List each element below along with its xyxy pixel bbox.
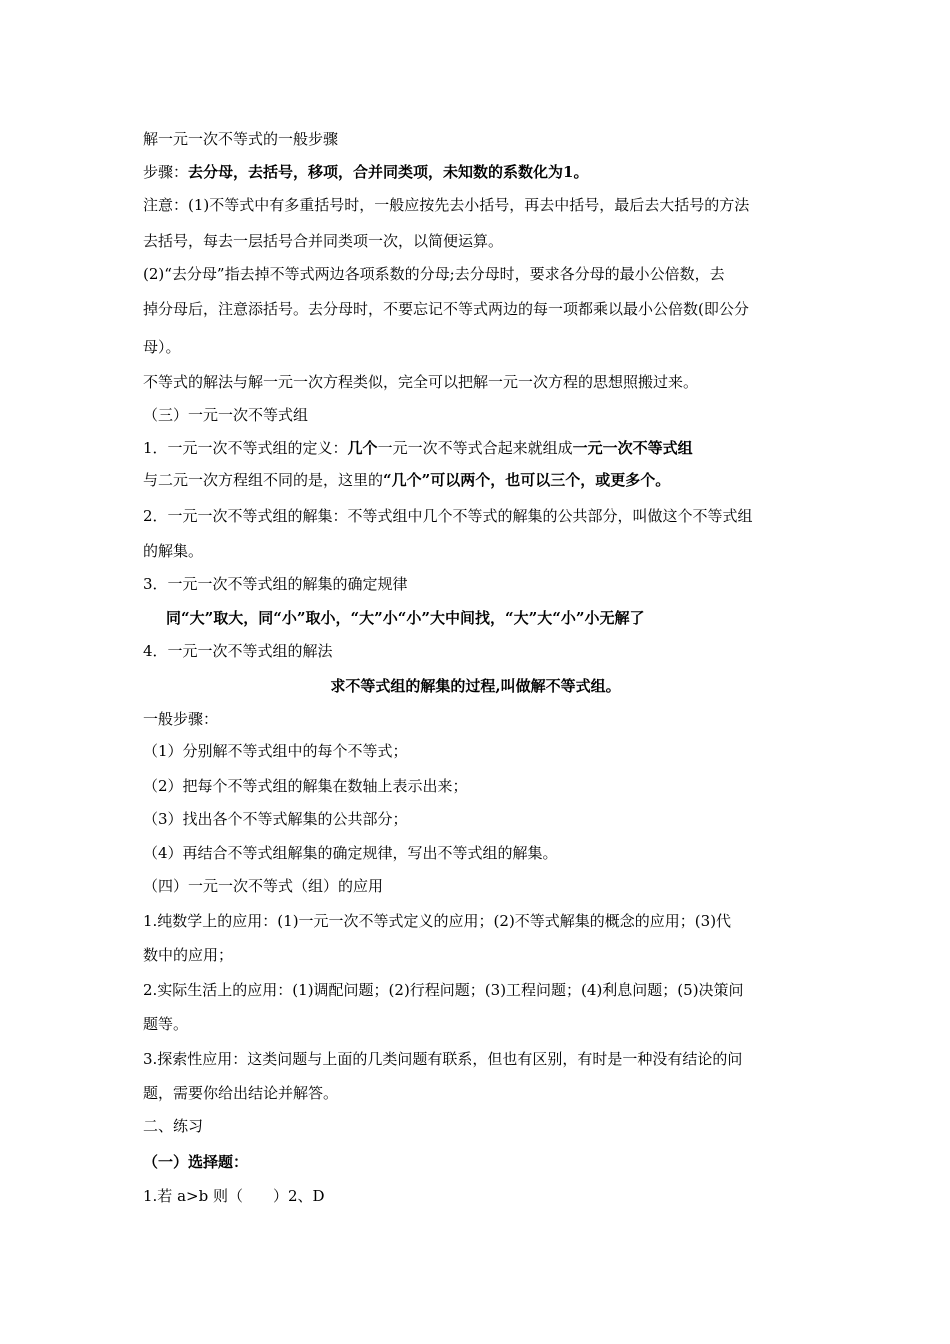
definition-prefix: 1．一元一次不等式组的定义： — [143, 439, 348, 457]
definition-bold-term: 一元一次不等式组 — [572, 439, 693, 457]
difference-prefix: 与二元一次方程组不同的是，这里的 — [143, 471, 384, 489]
note2-line1: (2)“去分母”指去掉不等式两边各项系数的分母;去分母时，要求各分母的最小公倍数，去 — [143, 265, 725, 283]
definition-bold-several: 几个 — [347, 439, 378, 457]
note1-line2: 去括号，每去一层括号合并同类项一次，以简便运算。 — [143, 232, 504, 250]
section3-heading: （三）一元一次不等式组 — [143, 406, 309, 424]
note2-line3: 母）。 — [143, 338, 181, 356]
general-steps-label: 一般步骤： — [143, 710, 219, 728]
section4-heading: （四）一元一次不等式（组）的应用 — [143, 877, 384, 895]
method-heading: 4．一元一次不等式组的解法 — [143, 642, 333, 660]
step-1: （1）分别解不等式组中的每个不等式； — [143, 742, 408, 760]
rule-text: 同“大”取大，同“小”取小，“大”小“小”大中间找，“大”大“小”小无解了 — [166, 609, 645, 627]
question-1: 1.若 a>b 则（ ）2、D — [143, 1187, 325, 1205]
practice-heading: 二、练习 — [143, 1117, 204, 1135]
steps-label: 步骤： — [143, 163, 189, 181]
difference-line — [143, 470, 823, 490]
note1-line1: 注意：(1)不等式中有多重括号时，一般应按先去小括号，再去中括号，最后去大括号的方法 — [143, 196, 750, 214]
application2-line2: 题等。 — [143, 1015, 189, 1033]
step-2: （2）把每个不等式组的解集在数轴上表示出来； — [143, 777, 468, 795]
application2-line1: 2.实际生活上的应用：(1)调配问题；(2)行程问题；(3)工程问题；(4)利息问题；(5)决策问 — [143, 981, 744, 999]
choice-heading: （一）选择题： — [143, 1153, 249, 1171]
note2-line2: 掉分母后，注意添括号。去分母时，不要忘记不等式两边的每一项都乘以最小公倍数(即公分 — [143, 300, 749, 318]
application3-line1: 3.探索性应用：这类问题与上面的几类问题有联系，但也有区别，有时是一种没有结论的问 — [143, 1050, 743, 1068]
definition-middle: 一元一次不等式合起来就组成 — [377, 439, 573, 457]
definition-line — [143, 438, 823, 458]
application3-line2: 题，需要你给出结论并解答。 — [143, 1084, 339, 1102]
application1-line1: 1.纯数学上的应用：(1)一元一次不等式定义的应用；(2)不等式解集的概念的应用；(3)代 — [143, 912, 732, 930]
method-definition: 求不等式组的解集的过程,叫做解不等式组。 — [330, 677, 621, 695]
difference-bold: “几个”可以两个，也可以三个，或更多个。 — [383, 471, 671, 489]
step-4: （4）再结合不等式组解集的确定规律，写出不等式组的解集。 — [143, 844, 558, 862]
method-similar: 不等式的解法与解一元一次方程类似，完全可以把解一元一次方程的思想照搬过来。 — [143, 373, 699, 391]
step-3: （3）找出各个不等式解集的公共部分； — [143, 810, 408, 828]
steps-line — [143, 162, 823, 182]
rule-heading: 3．一元一次不等式组的解集的确定规律 — [143, 575, 408, 593]
application1-line2: 数中的应用； — [143, 946, 234, 964]
solution-set-line1: 2．一元一次不等式组的解集：不等式组中几个不等式的解集的公共部分，叫做这个不等式组 — [143, 507, 753, 525]
doc-title: 解一元一次不等式的一般步骤 — [143, 130, 339, 148]
steps-text: 去分母，去括号，移项，合并同类项，未知数的系数化为1。 — [188, 163, 589, 181]
solution-set-line2: 的解集。 — [143, 542, 204, 560]
